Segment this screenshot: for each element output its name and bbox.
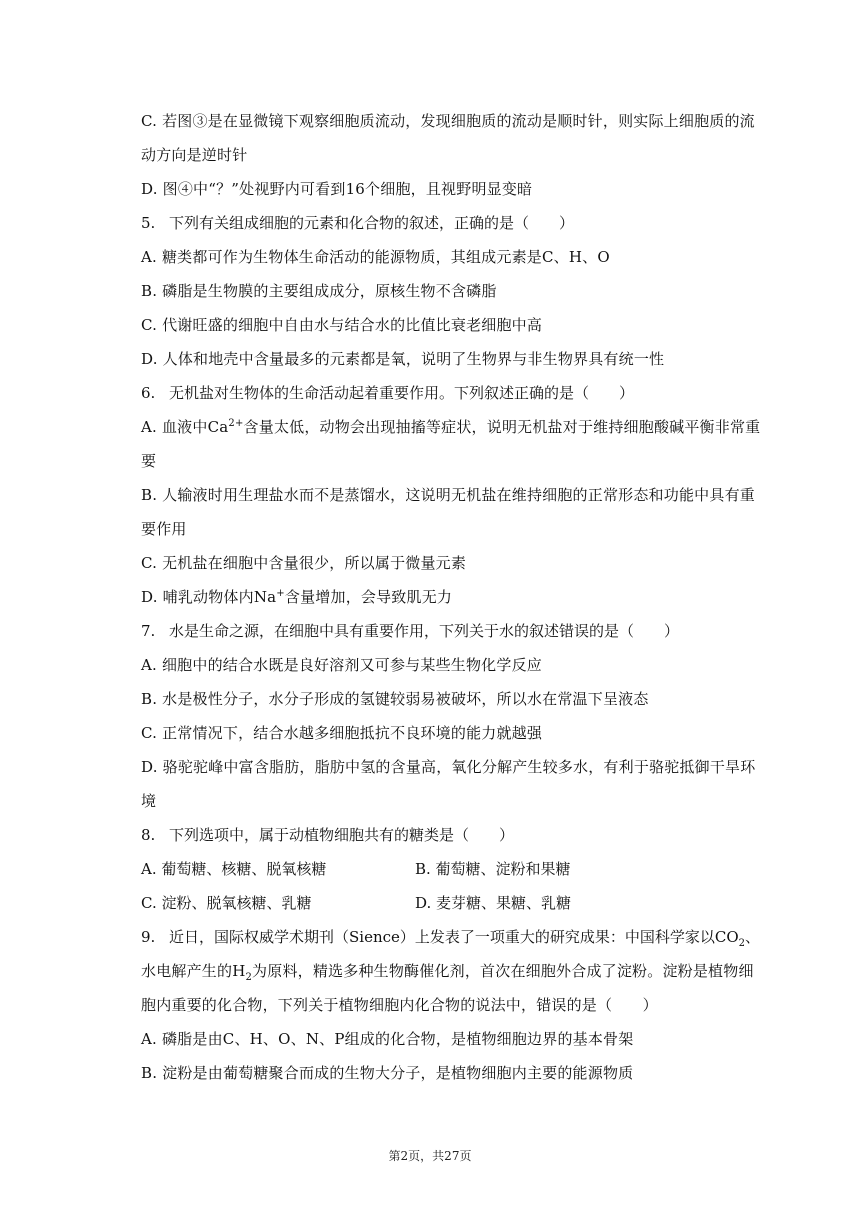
question-number: 7. [141, 622, 156, 640]
question-number: 8. [141, 826, 156, 844]
q9-option-b: B. 淀粉是由葡萄糖聚合而成的生物大分子，是植物细胞内主要的能源物质 [141, 1064, 634, 1082]
question-stem: 水是生命之源，在细胞中具有重要作用，下列关于水的叙述错误的是（ ） [169, 622, 680, 640]
q9-option-a: A. 磷脂是由C、H、O、N、P组成的化合物，是植物细胞边界的基本骨架 [141, 1030, 634, 1048]
question-number: 6. [141, 384, 156, 402]
option-c-line-1: C. 若图③是在显微镜下观察细胞质流动，发现细胞质的流动是顺时针，则实际上细胞质的流 [141, 112, 755, 130]
question-9 [141, 927, 760, 947]
text-part: 近日，国际权威学术期刊（Sience）上发表了一项重大的研究成果：中国科学家以CO [169, 928, 739, 946]
q8-option-a: A. 葡萄糖、核糖、脱氧核糖 [141, 860, 327, 878]
subscript: 2 [245, 972, 253, 983]
text-part: D. 哺乳动物体内Na [141, 588, 277, 606]
option-d: D. 图④中“？”处视野内可看到16个细胞，且视野明显变暗 [141, 180, 533, 198]
q7-option-d: D. 骆驼驼峰中富含脂肪，脂肪中氢的含量高，氧化分解产生较多水，有利于骆驼抵御干旱环 [141, 758, 756, 776]
text-part: 为原料，精选多种生物酶催化剂，首次在细胞外合成了淀粉。淀粉是植物细 [252, 962, 754, 980]
question-stem: 下列有关组成细胞的元素和化合物的叙述，正确的是（ ） [169, 214, 575, 232]
text-part: 含量增加，会导致肌无力 [284, 588, 453, 606]
q7-option-c: C. 正常情况下，结合水越多细胞抵抗不良环境的能力就越强 [141, 724, 543, 742]
text-part: 含量太低，动物会出现抽搐等症状，说明无机盐对于维持细胞酸碱平衡非常重 [243, 418, 761, 436]
q5-option-a: A. 糖类都可作为生物体生命活动的能源物质，其组成元素是C、H、O [141, 248, 610, 266]
q6-option-c: C. 无机盐在细胞中含量很少，所以属于微量元素 [141, 554, 467, 572]
q5-option-b: B. 磷脂是生物膜的主要组成成分，原核生物不含磷脂 [141, 282, 497, 300]
q6-option-d [141, 587, 781, 607]
question-6 [141, 383, 634, 403]
q6-option-b: B. 人输液时用生理盐水而不是蒸馏水，这说明无机盐在维持细胞的正常形态和功能中具有重 [141, 486, 755, 504]
subscript: 2 [738, 938, 746, 949]
q8-option-c: C. 淀粉、脱氧核糖、乳糖 [141, 894, 312, 912]
q7-option-d-line-2: 境 [141, 792, 157, 810]
q5-option-d: D. 人体和地壳中含量最多的元素都是氧，说明了生物界与非生物界具有统一性 [141, 350, 665, 368]
text-part: 、 [745, 928, 761, 946]
option-c-line-2: 动方向是逆时针 [141, 146, 248, 164]
q6-option-a [141, 417, 781, 437]
page-footer: 第2页，共27页 [388, 1149, 472, 1163]
text-part: A. 血液中Ca [141, 418, 229, 436]
q8-option-b: B. 葡萄糖、淀粉和果糖 [415, 860, 571, 878]
question-5 [141, 213, 574, 233]
question-number: 9. [141, 928, 156, 946]
question-8 [141, 825, 514, 845]
superscript: 2+ [228, 418, 244, 429]
question-stem: 无机盐对生物体的生命活动起着重要作用。下列叙述正确的是（ ） [169, 384, 635, 402]
question-9-line-3: 胞内重要的化合物，下列关于植物细胞内化合物的说法中，错误的是（ ） [141, 996, 658, 1014]
q7-option-b: B. 水是极性分子，水分子形成的氢键较弱易被破坏，所以水在常温下呈液态 [141, 690, 649, 708]
question-stem: 下列选项中，属于动植物细胞共有的糖类是（ ） [169, 826, 515, 844]
q8-option-d: D. 麦芽糖、果糖、乳糖 [415, 894, 572, 912]
q6-option-b-line-2: 要作用 [141, 520, 187, 538]
q5-option-c: C. 代谢旺盛的细胞中自由水与结合水的比值比衰老细胞中高 [141, 316, 543, 334]
question-number: 5. [141, 214, 156, 232]
question-7 [141, 621, 679, 641]
q6-option-a-line-2: 要 [141, 452, 157, 470]
text-part: 水电解产生的H [141, 962, 246, 980]
question-9-line-2 [141, 961, 781, 981]
superscript: + [276, 588, 285, 599]
q7-option-a: A. 细胞中的结合水既是良好溶剂又可参与某些生物化学反应 [141, 656, 542, 674]
